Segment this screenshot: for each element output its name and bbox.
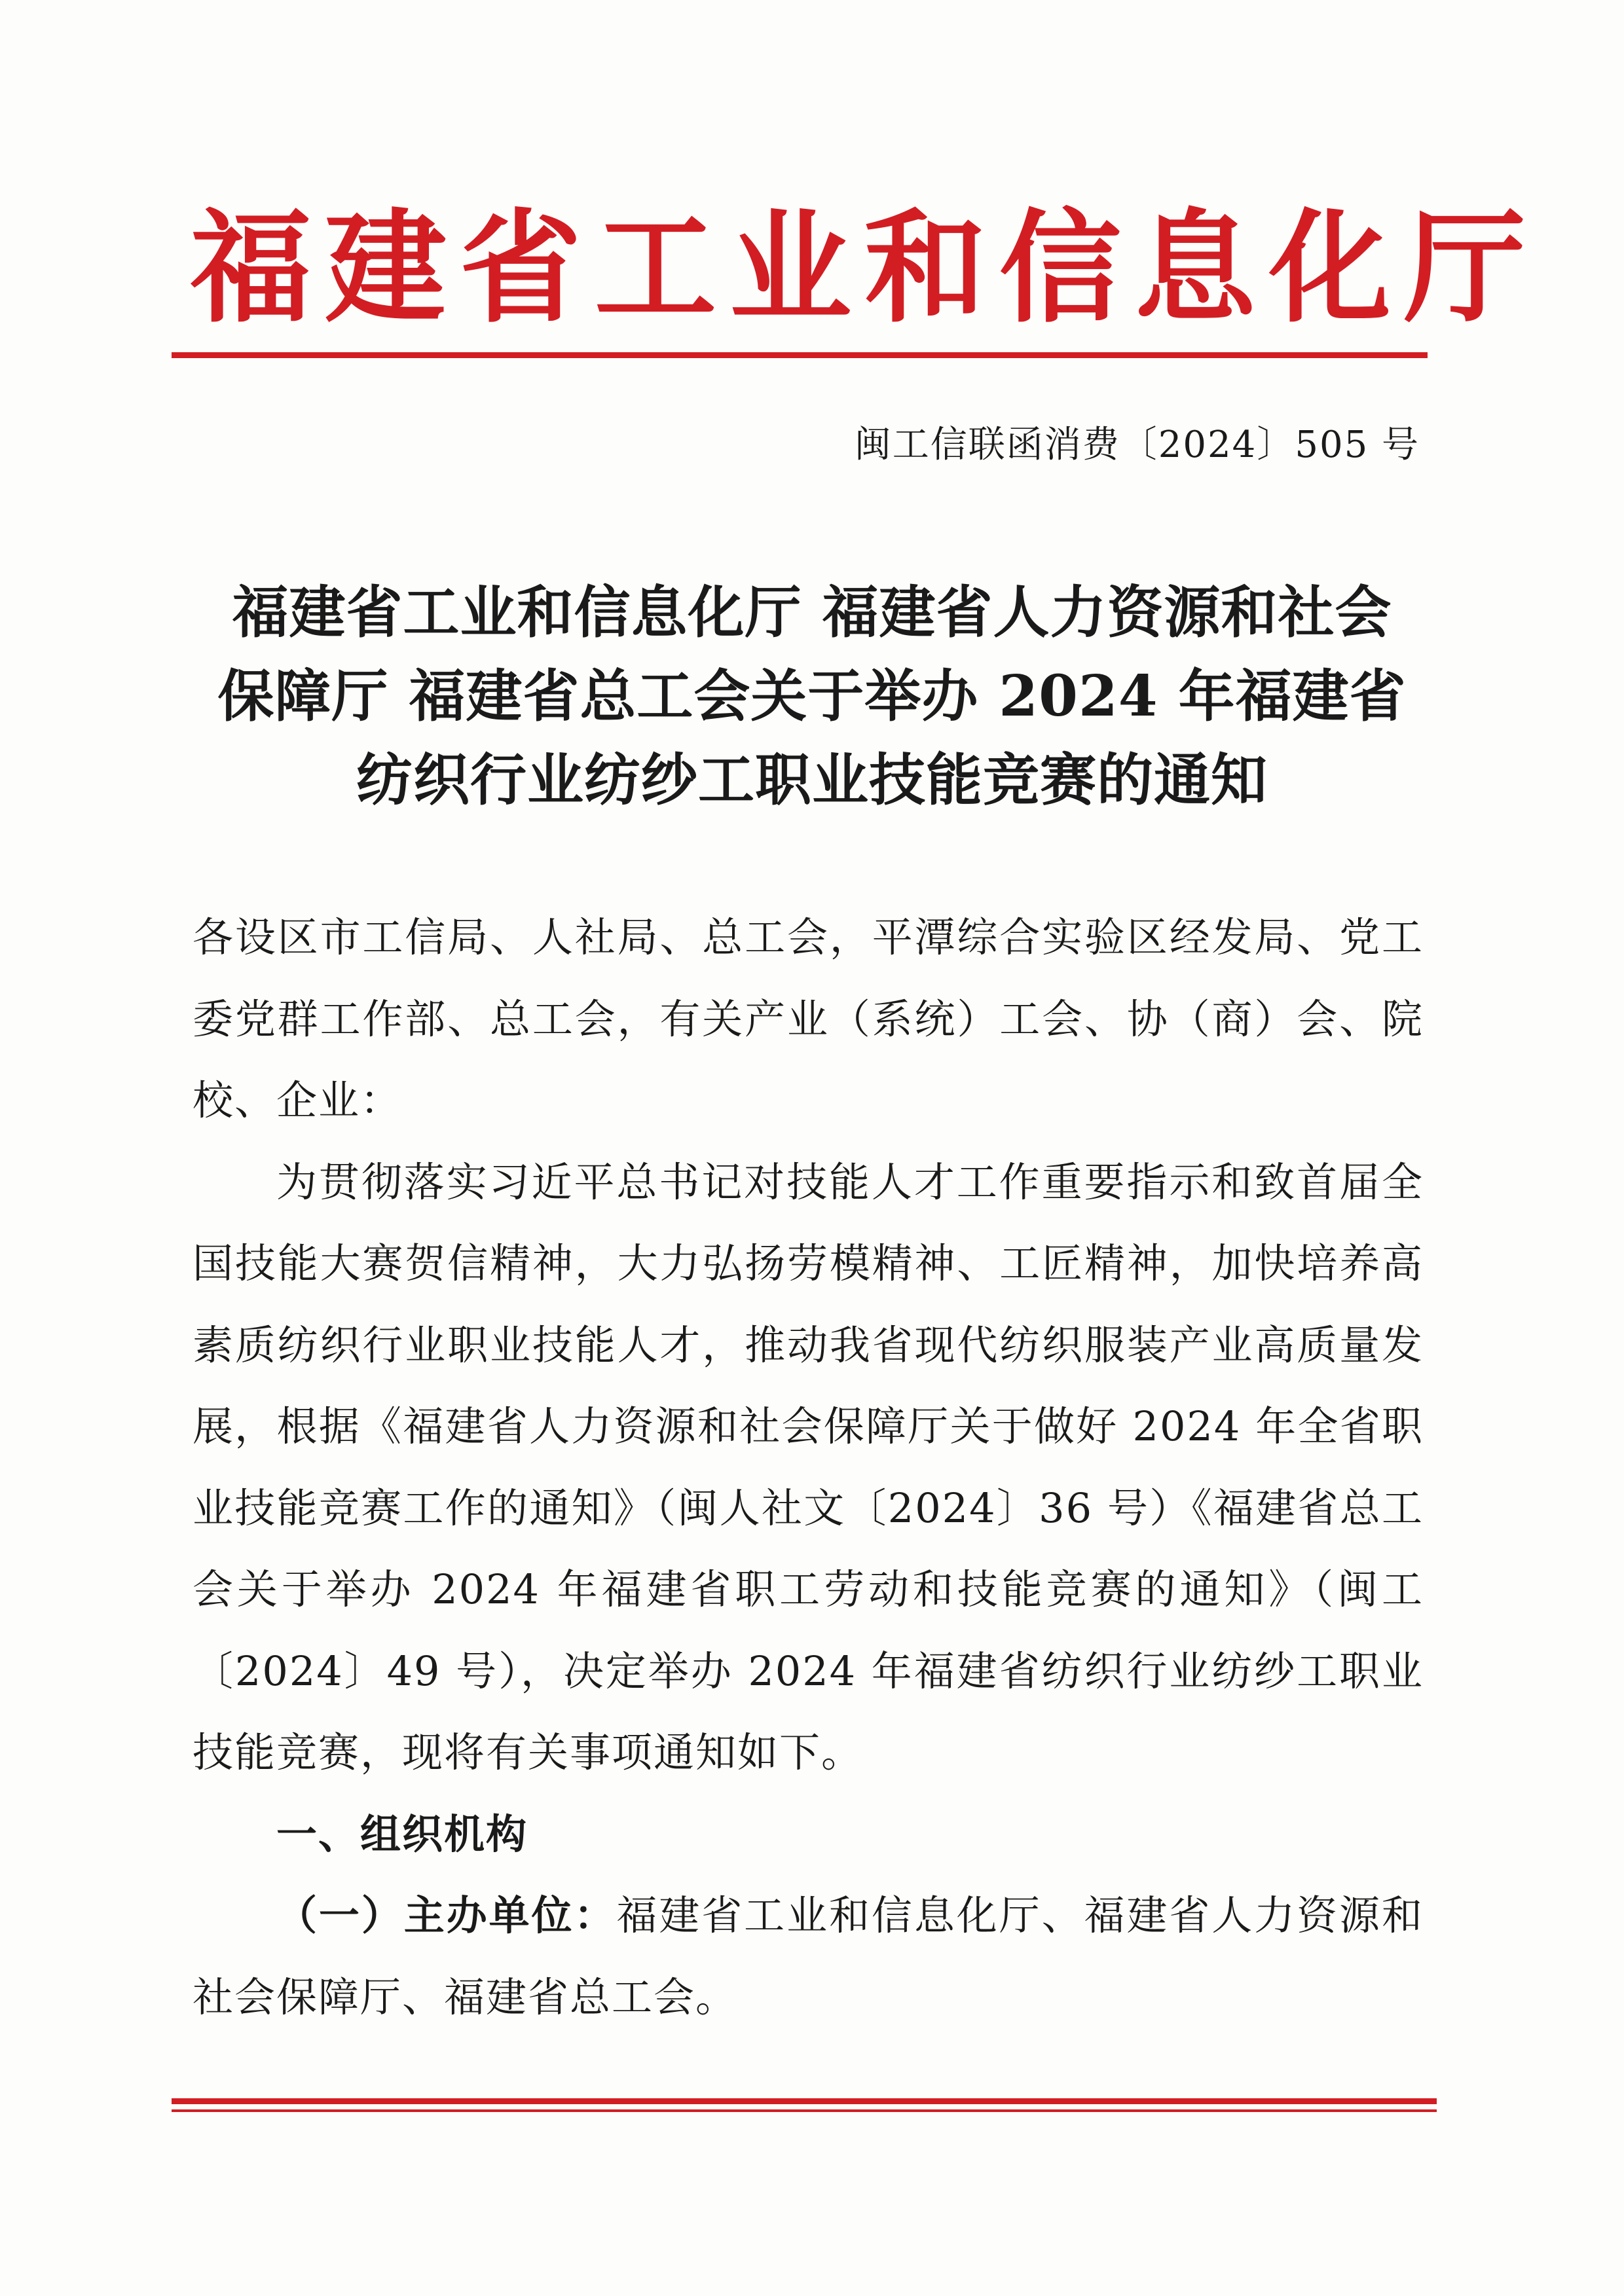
addressee-paragraph: 各设区市工信局、人社局、总工会，平潭综合实验区经发局、党工委党群工作部、总工会，有关产业（系统）工会、协（商）会、院校、企业： — [193, 913, 1424, 1124]
item-text: 福建省工业和信息化厅、福建省人力资源和社会保障厅、福建省总工会。 — [193, 1891, 1424, 2021]
document-body — [193, 897, 1424, 2038]
agency-header: 福建省工业和信息化厅 — [190, 197, 1540, 339]
document-title — [196, 571, 1428, 822]
header-rule — [172, 352, 1428, 358]
footer-rule-thin — [172, 2109, 1437, 2112]
document-number: 闽工信联函消费〔2024〕505 号 — [854, 424, 1420, 466]
section-heading: 一、组织机构 — [276, 1810, 528, 1858]
item-paragraph — [193, 1875, 1424, 2038]
title-line: 福建省工业和信息化厅 福建省人力资源和社会 — [232, 579, 1392, 646]
intro-paragraph: 为贯彻落实习近平总书记对技能人才工作重要指示和致首届全国技能大赛贺信精神，大力弘扬劳模精神、工匠精神，加快培养高素质纺织行业职业技能人才，推动我省现代纺织服装产业高质量发展，根据《福建省人力资源和社会保障厅关于做好 2024 年全省职业技能竞赛工作的通知》（闽人社文〔2024〕36 号）《福建省总工会关于举办 2024 年福建省职工劳动和技能竞赛的通知》（闽工〔2024〕49 号），决定举办 2024 年福建省纺织行业纺纱工职业技能竞赛，现将有关事项通知如下。 — [193, 1157, 1424, 1776]
title-line: 纺织行业纺纱工职业技能竞赛的通知 — [356, 747, 1268, 813]
footer-rule-thick — [172, 2098, 1437, 2104]
title-line: 保障厅 福建省总工会关于举办 2024 年福建省 — [217, 663, 1407, 729]
item-label: （一）主办单位： — [276, 1891, 617, 1939]
